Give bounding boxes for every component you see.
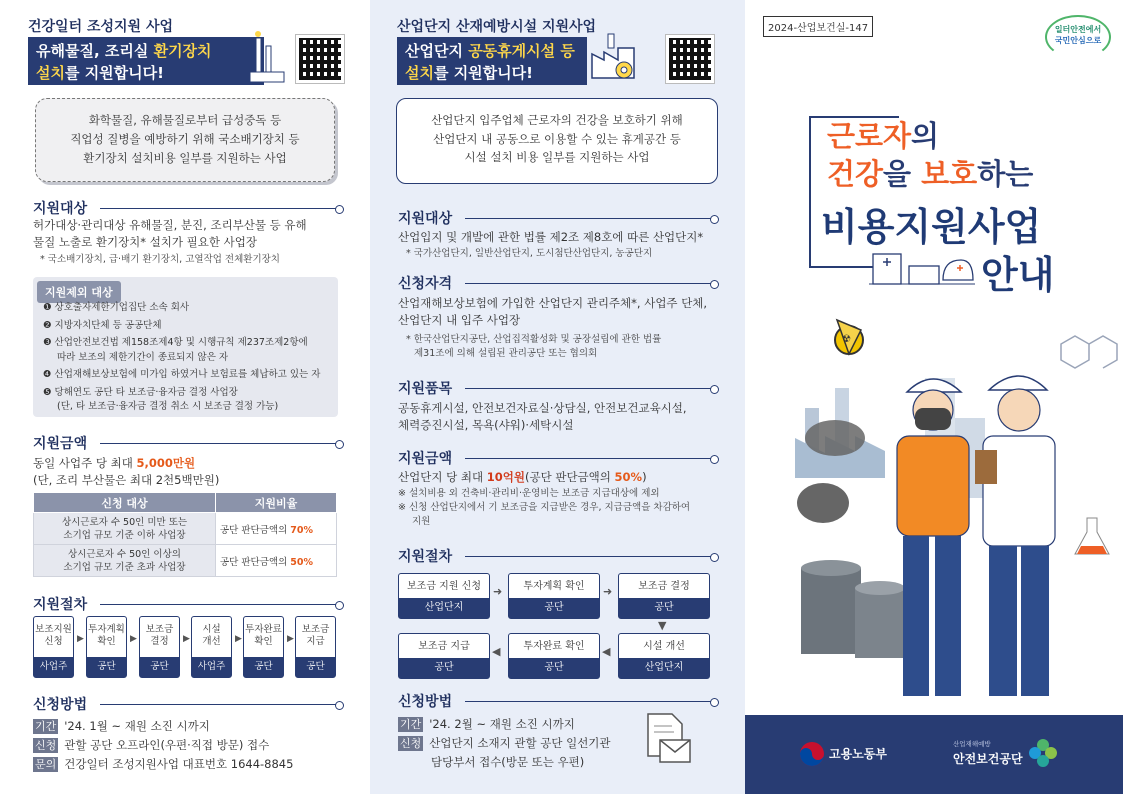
title-line-1 <box>827 114 939 155</box>
text-line: 산업단지 내 입주 사업장 <box>398 313 521 327</box>
banner-highlight-2: 설치 <box>405 64 434 82</box>
apply-label: 문의 <box>35 758 57 771</box>
arrow-icon: ▶ <box>287 634 294 644</box>
section-divider <box>100 704 340 705</box>
list-item: ❸ 산업안전보건법 제158조제4항 및 시행규칙 제237조제2항에 <box>43 337 308 348</box>
exclusion-box <box>33 277 338 417</box>
note-line: 지원 <box>412 516 431 527</box>
title-line-3: 비용지원사업 <box>821 205 1042 249</box>
process-step <box>508 573 600 619</box>
middle-banner <box>397 37 587 85</box>
middle-intro-box <box>396 98 718 184</box>
banner-text: 산업단지 <box>405 42 469 60</box>
apply-label: 신청 <box>400 737 422 750</box>
step-label: 개선 <box>202 636 221 647</box>
table-header: 지원비율 <box>216 493 337 513</box>
step-label: 보조금 지급 <box>418 641 470 652</box>
section-divider <box>100 604 340 605</box>
cell-line: 상시근로자 수 50인 이상의 <box>68 548 181 560</box>
arrow-icon: ▶ <box>130 634 137 644</box>
note-line: 제31조에 의해 설립된 관리공단 또는 협의회 <box>414 348 598 359</box>
cell-value: 50% <box>290 556 314 568</box>
process-step <box>508 633 600 679</box>
target-note: * 국소배기장치, 급·배기 환기장치, 고열작업 전체환기장치 <box>40 254 280 265</box>
arrow-icon: ▶ <box>183 634 190 644</box>
arrow-icon: ▶ <box>77 634 84 644</box>
ministry-logo-icon <box>799 741 825 767</box>
process-step <box>243 616 284 678</box>
left-intro-box <box>35 98 335 182</box>
footer-bar <box>745 715 1123 794</box>
title-highlight: 보호 <box>921 157 978 191</box>
apply-text: 건강일터 조성지원사업 대표번호 1644-8845 <box>64 757 294 771</box>
cell-line: 소기업 규모 기준 초과 사업장 <box>63 561 186 573</box>
section-title-process: 지원절차 <box>33 597 88 613</box>
intro-line: 산업단지 입주업체 근로자의 건강을 보호하기 위해 <box>431 113 683 127</box>
step-label: 보조금 결정 <box>638 581 690 592</box>
qualify-text <box>398 295 707 329</box>
step-label: 확인 <box>97 636 116 647</box>
section-divider <box>465 458 715 459</box>
step-actor: 공단 <box>399 658 489 678</box>
step-label: 시설 개선 <box>643 641 685 652</box>
step-actor: 공단 <box>296 657 335 677</box>
text-line: 산업재해보상보험에 가입한 산업단지 관리주체*, 사업주 단체, <box>398 296 708 310</box>
target-text <box>33 217 343 251</box>
slogan <box>1045 18 1111 60</box>
table-row <box>34 513 337 545</box>
process-step <box>295 616 336 678</box>
agency-subtitle: 산업재해예방 <box>953 740 991 748</box>
qr-code-middle[interactable] <box>666 35 714 83</box>
title-text: 을 <box>883 157 922 191</box>
workers-illustration <box>775 318 1123 710</box>
middle-kicker: 산업단지 산재예방시설 지원사업 <box>397 19 597 35</box>
cell-text: 공단 판단금액의 <box>220 556 291 568</box>
list-item: ❹ 산업재해보상보험에 미가입 하였거나 보험료를 체납하고 있는 자 <box>43 369 321 380</box>
left-banner <box>28 37 264 85</box>
title-highlight: 건강 <box>827 157 884 191</box>
table-header: 신청 대상 <box>34 493 216 513</box>
target-note: * 국가산업단지, 일반산업단지, 도시첨단산업단지, 농공단지 <box>406 248 653 259</box>
arrow-right-icon: ➜ <box>603 585 613 598</box>
document-mail-icon <box>642 712 694 768</box>
cell-text: 공단 판단금액의 <box>220 524 291 536</box>
apply-text: '24. 1월 ~ 재원 소진 시까지 <box>64 719 210 733</box>
process-step <box>618 573 710 619</box>
process-step <box>86 616 127 678</box>
title-text: 의 <box>911 119 940 153</box>
step-actor: 공단 <box>509 658 599 678</box>
step-actor: 공단 <box>140 657 179 677</box>
process-step <box>398 633 490 679</box>
agency-logo-icon <box>1027 737 1059 769</box>
intro-line: 환기장치 설치비용 일부를 지원하는 사업 <box>83 151 287 165</box>
note-line: ※ 신청 산업단지에서 기 보조금을 지급받은 경우, 지급금액을 차감하여 <box>398 502 691 513</box>
step-label: 투자계획 <box>88 624 125 635</box>
left-panel <box>0 0 370 794</box>
arrow-icon: ▶ <box>235 634 242 644</box>
title-highlight: 근로자 <box>827 119 912 153</box>
qr-code-left[interactable] <box>296 35 344 83</box>
table-cell <box>34 513 216 545</box>
process-step <box>618 633 710 679</box>
left-kicker: 건강일터 조성지원 사업 <box>28 19 173 35</box>
table-cell <box>216 545 337 577</box>
process-step <box>398 573 490 619</box>
step-actor: 공단 <box>244 657 283 677</box>
table-header-row <box>34 493 337 513</box>
target-text: 산업입지 및 개발에 관한 법률 제2조 제8호에 따른 산업단지* <box>398 230 704 244</box>
step-label: 시설 <box>202 624 221 635</box>
apply-text: 관할 공단 오프라인(우편·직접 방문) 접수 <box>64 738 270 752</box>
amount-label: (공단 판단금액의 <box>524 470 615 484</box>
step-label: 신청 <box>44 636 63 647</box>
process-step <box>191 616 232 678</box>
agency-name: 안전보건공단 <box>953 752 1023 766</box>
step-label: 확인 <box>254 636 273 647</box>
title-line-2 <box>827 152 1033 193</box>
banner-highlight: 공동휴게시설 등 <box>468 42 575 60</box>
apply-text: '24. 2월 ~ 재원 소진 시까지 <box>429 717 575 731</box>
amount-label: 산업단지 당 최대 <box>398 470 487 484</box>
slogan-line: 국민안심으로 <box>1054 36 1102 45</box>
title-text: 하는 <box>977 157 1034 191</box>
apply-label: 기간 <box>35 720 57 733</box>
section-title-amount: 지원금액 <box>33 436 88 452</box>
step-label: 보조지원 <box>35 624 72 635</box>
step-label: 투자완료 <box>245 624 282 635</box>
step-label: 보조금 <box>145 624 174 635</box>
arrow-left-icon: ◀ <box>602 645 611 658</box>
title-line-4: 안내 <box>981 253 1055 297</box>
step-actor: 사업주 <box>192 657 231 677</box>
exclusion-tag: 지원제외 대상 <box>37 281 121 303</box>
cell-line: 소기업 규모 기준 이하 사업장 <box>63 529 186 541</box>
section-divider <box>465 283 715 284</box>
text-line: 공동휴게시설, 안전보건자료실·상담실, 안전보건교육시설, <box>398 401 687 415</box>
middle-panel <box>370 0 745 794</box>
note-line: ※ 설치비용 외 건축비·관리비·운영비는 보조금 지급대상에 제외 <box>398 488 660 499</box>
step-label: 지급 <box>306 636 325 647</box>
apply-text: 담당부서 접수(방문 또는 우편) <box>431 755 585 769</box>
banner-highlight-2: 설치 <box>36 64 65 82</box>
apply-label: 기간 <box>400 718 422 731</box>
section-title-apply: 신청방법 <box>398 694 453 710</box>
section-divider <box>100 208 340 209</box>
section-divider <box>100 443 340 444</box>
step-actor: 공단 <box>509 598 599 618</box>
exclusion-list <box>43 301 335 418</box>
amount-label: 동일 사업주 당 최대 <box>33 456 137 470</box>
arrow-left-icon: ◀ <box>492 645 501 658</box>
step-label: 투자계획 확인 <box>523 581 585 592</box>
list-item: ❺ 당해연도 공단 타 보조금·융자금 결정 사업장 <box>43 386 238 398</box>
intro-line: 시설 설치 비용 일부를 지원하는 사업 <box>464 150 650 164</box>
arrow-right-icon: ➜ <box>493 585 503 598</box>
amount-label: ) <box>642 470 647 484</box>
section-title-apply: 신청방법 <box>33 697 88 713</box>
list-item: 따라 보조의 제한기간이 종료되지 않은 자 <box>57 351 229 363</box>
svg-text:☢: ☢ <box>842 334 851 345</box>
step-actor: 공단 <box>87 657 126 677</box>
banner-text: 유해물질, 조리실 <box>36 42 154 60</box>
intro-line: 직업성 질병을 예방하기 위해 국소배기장치 등 <box>70 132 300 146</box>
text-line: 체력증진시설, 목욕(샤워)·세탁시설 <box>398 418 574 432</box>
amount-text <box>33 455 219 489</box>
banner-text-2: 를 지원합니다! <box>64 64 164 82</box>
qualify-note <box>406 333 661 361</box>
cell-value: 70% <box>290 524 314 536</box>
step-label: 결정 <box>150 636 169 647</box>
document-code: 2024-산업보건실-147 <box>763 16 873 37</box>
section-title-process: 지원절차 <box>398 549 453 565</box>
banner-highlight: 환기장치 <box>153 42 212 60</box>
section-title-qualify: 신청자격 <box>398 276 453 292</box>
banner-text-2: 를 지원합니다! <box>433 64 533 82</box>
arrow-down-icon: ▼ <box>658 619 667 632</box>
step-label: 보조금 <box>301 624 330 635</box>
cell-line: 상시근로자 수 50인 미만 또는 <box>61 516 188 528</box>
section-title-items: 지원품목 <box>398 381 453 397</box>
step-actor: 산업단지 <box>399 598 489 618</box>
section-divider <box>465 218 715 219</box>
right-panel <box>745 0 1123 794</box>
list-item: (단, 타 보조금·융자금 결정 취소 시 보조금 결정 가능) <box>57 401 279 412</box>
process-step <box>139 616 180 678</box>
process-step <box>33 616 74 678</box>
apply-text: 산업단지 소재지 관할 공단 일선기관 <box>429 736 611 750</box>
section-divider <box>465 556 715 557</box>
table-cell <box>34 545 216 577</box>
step-label: 투자완료 확인 <box>523 641 585 652</box>
factory-icon <box>250 28 290 84</box>
note-line: * 한국산업단지공단, 산업집적활성화 및 공장설립에 관한 법률 <box>406 334 662 345</box>
slogan-line: 일터안전에서 <box>1054 25 1102 34</box>
text-line: 물질 노출로 환기장치* 설치가 필요한 사업장 <box>33 235 257 249</box>
step-actor: 산업단지 <box>619 658 709 678</box>
ratio-table <box>33 492 337 577</box>
list-item: ❷ 지방자치단체 등 공공단체 <box>43 319 162 331</box>
text-line: 허가대상·관리대상 유해물질, 분진, 조리부산물 등 유해 <box>33 218 307 232</box>
table-cell <box>216 513 337 545</box>
amount-value: 10억원 <box>486 470 525 484</box>
items-text <box>398 400 687 434</box>
amount-notes <box>398 487 690 529</box>
apply-info <box>33 717 293 774</box>
amount-sub: (단, 조리 부산물은 최대 2천5백만원) <box>33 473 220 487</box>
hospital-helmet-icon <box>869 246 979 290</box>
amount-value: 5,000만원 <box>136 456 196 470</box>
factory-gear-icon <box>588 30 640 84</box>
ministry-name: 고용노동부 <box>829 747 887 761</box>
table-row <box>34 545 337 577</box>
amount-text <box>398 469 647 486</box>
list-item: ❶ 상호출자제한기업집단 소속 회사 <box>43 302 190 313</box>
apply-info <box>398 715 611 772</box>
intro-line: 화학물질, 유해물질로부터 급성중독 등 <box>88 113 282 127</box>
step-actor: 사업주 <box>34 657 73 677</box>
section-divider <box>465 388 715 389</box>
section-title-target: 지원대상 <box>398 211 453 227</box>
amount-ratio: 50% <box>614 470 643 484</box>
apply-label: 신청 <box>35 739 57 752</box>
intro-line: 산업단지 내 공동으로 이용할 수 있는 휴게공간 등 <box>433 131 681 146</box>
step-actor: 공단 <box>619 598 709 618</box>
section-title-target: 지원대상 <box>33 201 88 217</box>
section-title-amount: 지원금액 <box>398 451 453 467</box>
section-divider <box>465 701 715 702</box>
step-label: 보조금 지원 신청 <box>407 581 481 592</box>
